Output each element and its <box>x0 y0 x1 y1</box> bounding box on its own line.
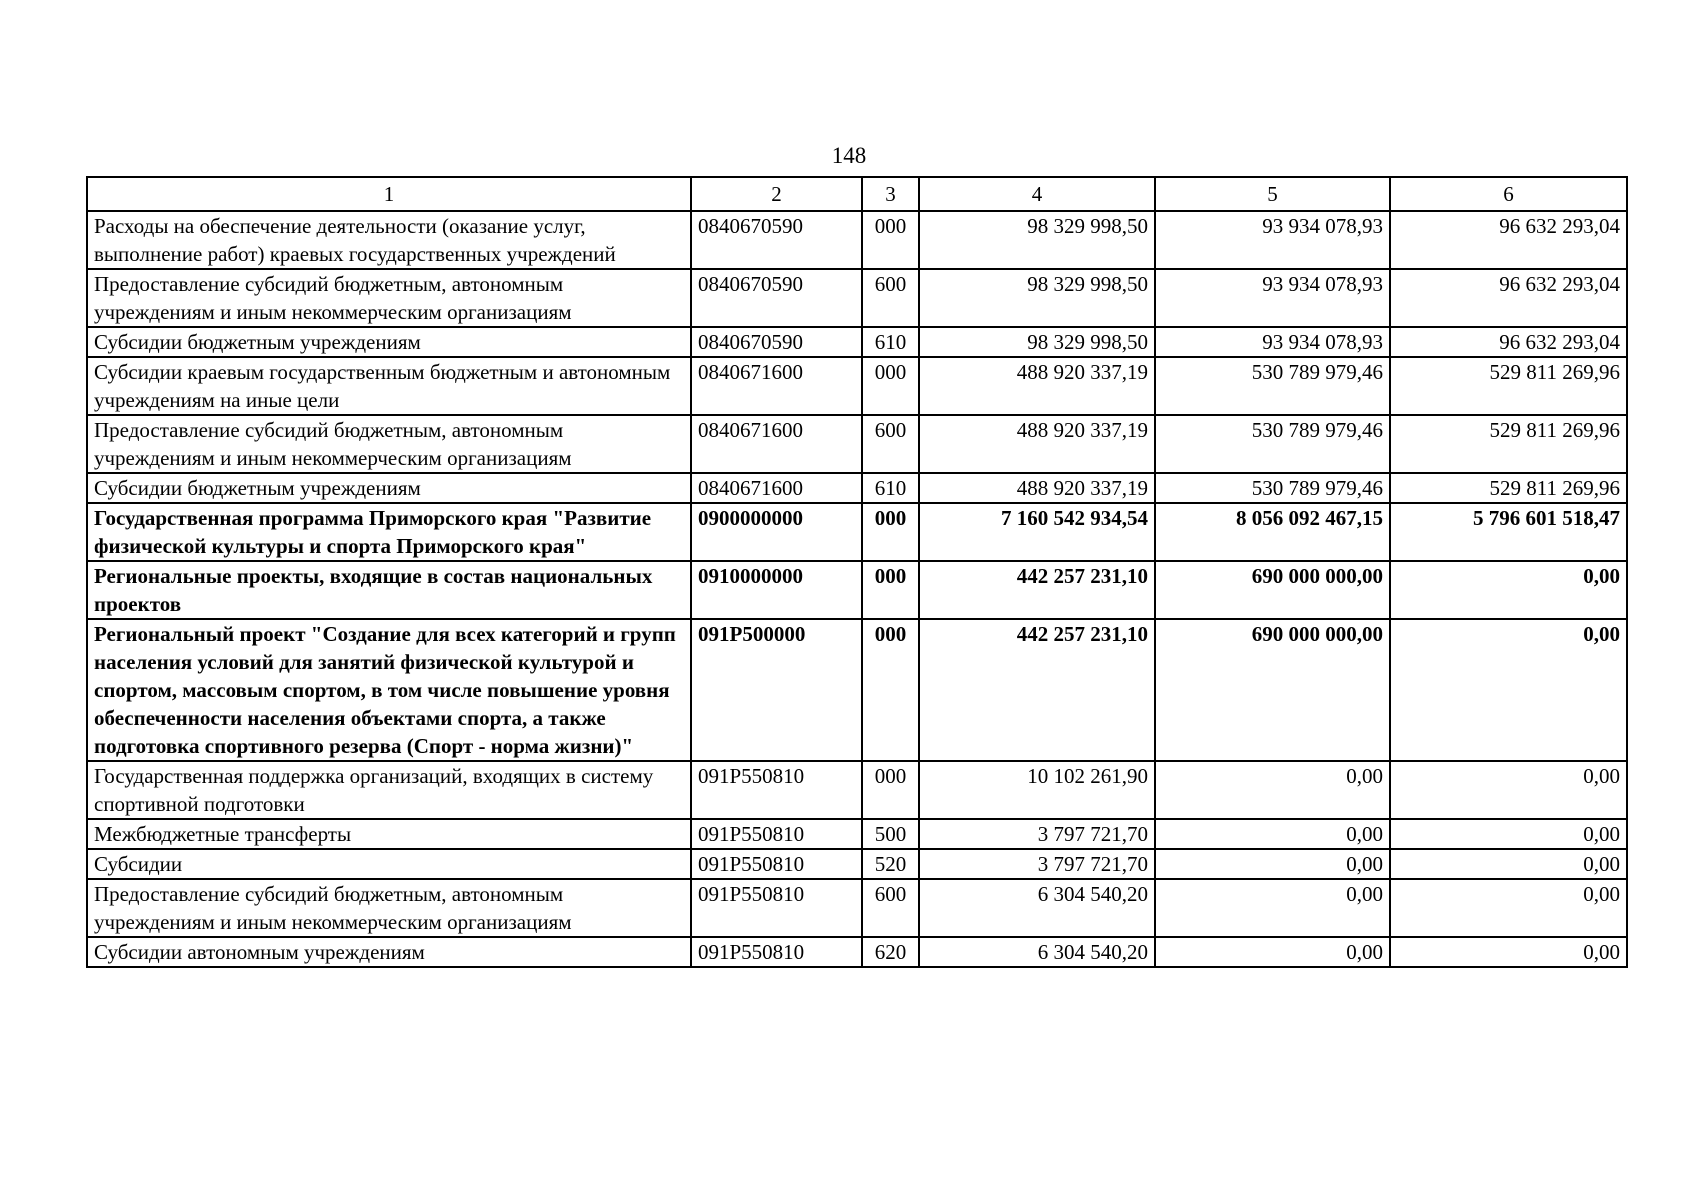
row-expense-type: 600 <box>862 415 919 473</box>
row-amount-col6: 0,00 <box>1390 761 1627 819</box>
row-amount-col4: 488 920 337,19 <box>919 415 1155 473</box>
row-amount-col4: 98 329 998,50 <box>919 269 1155 327</box>
table-body <box>87 211 1627 967</box>
row-amount-col6: 529 811 269,96 <box>1390 357 1627 415</box>
row-target-code: 0840671600 <box>691 415 862 473</box>
row-target-code: 091P550810 <box>691 819 862 849</box>
row-expense-type: 620 <box>862 937 919 967</box>
row-amount-col6: 0,00 <box>1390 849 1627 879</box>
row-amount-col6: 96 632 293,04 <box>1390 327 1627 357</box>
table-row <box>87 849 1627 879</box>
row-target-code: 091P550810 <box>691 879 862 937</box>
row-expense-type: 000 <box>862 619 919 761</box>
row-amount-col5: 0,00 <box>1155 819 1390 849</box>
row-amount-col5: 690 000 000,00 <box>1155 619 1390 761</box>
row-amount-col5: 0,00 <box>1155 937 1390 967</box>
row-amount-col6: 529 811 269,96 <box>1390 473 1627 503</box>
row-target-code: 091P500000 <box>691 619 862 761</box>
row-name: Субсидии краевым государственным бюджетным и автономным учреждениям на иные цели <box>87 357 691 415</box>
row-amount-col5: 93 934 078,93 <box>1155 211 1390 269</box>
row-name: Государственная поддержка организаций, входящих в систему спортивной подготовки <box>87 761 691 819</box>
row-amount-col4: 7 160 542 934,54 <box>919 503 1155 561</box>
row-expense-type: 000 <box>862 761 919 819</box>
table-row <box>87 211 1627 269</box>
row-amount-col5: 93 934 078,93 <box>1155 327 1390 357</box>
header-row <box>87 177 1627 211</box>
row-name: Субсидии бюджетным учреждениям <box>87 473 691 503</box>
row-name: Государственная программа Приморского края "Развитие физической культуры и спорта Приморского края" <box>87 503 691 561</box>
row-amount-col4: 3 797 721,70 <box>919 849 1155 879</box>
column-number-4: 4 <box>919 177 1155 211</box>
table-row <box>87 327 1627 357</box>
row-amount-col5: 0,00 <box>1155 761 1390 819</box>
row-target-code: 0840671600 <box>691 357 862 415</box>
row-expense-type: 610 <box>862 327 919 357</box>
row-amount-col5: 530 789 979,46 <box>1155 357 1390 415</box>
table-row <box>87 619 1627 761</box>
row-expense-type: 600 <box>862 269 919 327</box>
row-expense-type: 610 <box>862 473 919 503</box>
row-name: Региональные проекты, входящие в состав национальных проектов <box>87 561 691 619</box>
row-amount-col5: 530 789 979,46 <box>1155 415 1390 473</box>
row-amount-col6: 0,00 <box>1390 819 1627 849</box>
row-target-code: 091P550810 <box>691 761 862 819</box>
row-amount-col6: 5 796 601 518,47 <box>1390 503 1627 561</box>
table-row <box>87 761 1627 819</box>
row-amount-col4: 488 920 337,19 <box>919 357 1155 415</box>
row-name: Предоставление субсидий бюджетным, автономным учреждениям и иным некоммерческим организациям <box>87 269 691 327</box>
row-target-code: 0840670590 <box>691 211 862 269</box>
row-expense-type: 600 <box>862 879 919 937</box>
row-name: Расходы на обеспечение деятельности (оказание услуг, выполнение работ) краевых государственных учреждений <box>87 211 691 269</box>
row-amount-col6: 0,00 <box>1390 619 1627 761</box>
row-amount-col5: 690 000 000,00 <box>1155 561 1390 619</box>
row-amount-col4: 10 102 261,90 <box>919 761 1155 819</box>
row-amount-col4: 3 797 721,70 <box>919 819 1155 849</box>
column-number-6: 6 <box>1390 177 1627 211</box>
row-amount-col4: 442 257 231,10 <box>919 619 1155 761</box>
table-row <box>87 879 1627 937</box>
column-number-5: 5 <box>1155 177 1390 211</box>
row-amount-col4: 6 304 540,20 <box>919 937 1155 967</box>
page-number: 148 <box>831 143 867 168</box>
table-row <box>87 937 1627 967</box>
row-amount-col5: 0,00 <box>1155 849 1390 879</box>
row-name: Субсидии бюджетным учреждениям <box>87 327 691 357</box>
column-number-1: 1 <box>87 177 691 211</box>
row-amount-col4: 442 257 231,10 <box>919 561 1155 619</box>
row-amount-col5: 8 056 092 467,15 <box>1155 503 1390 561</box>
row-name: Предоставление субсидий бюджетным, автономным учреждениям и иным некоммерческим организациям <box>87 879 691 937</box>
row-amount-col6: 96 632 293,04 <box>1390 211 1627 269</box>
row-amount-col4: 98 329 998,50 <box>919 211 1155 269</box>
table-row <box>87 819 1627 849</box>
row-amount-col6: 0,00 <box>1390 561 1627 619</box>
row-expense-type: 000 <box>862 503 919 561</box>
table-row <box>87 561 1627 619</box>
row-amount-col5: 93 934 078,93 <box>1155 269 1390 327</box>
table-header <box>87 177 1627 211</box>
table-row <box>87 357 1627 415</box>
row-name: Субсидии автономным учреждениям <box>87 937 691 967</box>
row-amount-col4: 488 920 337,19 <box>919 473 1155 503</box>
row-amount-col5: 0,00 <box>1155 879 1390 937</box>
row-target-code: 0840671600 <box>691 473 862 503</box>
table-row <box>87 503 1627 561</box>
row-target-code: 091P550810 <box>691 849 862 879</box>
row-target-code: 0840670590 <box>691 269 862 327</box>
budget-table <box>86 176 1628 968</box>
row-amount-col5: 530 789 979,46 <box>1155 473 1390 503</box>
row-amount-col6: 529 811 269,96 <box>1390 415 1627 473</box>
row-expense-type: 000 <box>862 211 919 269</box>
row-expense-type: 500 <box>862 819 919 849</box>
row-name: Предоставление субсидий бюджетным, автономным учреждениям и иным некоммерческим организациям <box>87 415 691 473</box>
table-row <box>87 415 1627 473</box>
column-number-3: 3 <box>862 177 919 211</box>
row-expense-type: 000 <box>862 357 919 415</box>
row-amount-col6: 0,00 <box>1390 879 1627 937</box>
row-amount-col4: 98 329 998,50 <box>919 327 1155 357</box>
table-row <box>87 269 1627 327</box>
row-name: Межбюджетные трансферты <box>87 819 691 849</box>
row-expense-type: 520 <box>862 849 919 879</box>
row-expense-type: 000 <box>862 561 919 619</box>
row-amount-col6: 0,00 <box>1390 937 1627 967</box>
table-row <box>87 473 1627 503</box>
row-name: Субсидии <box>87 849 691 879</box>
row-target-code: 0900000000 <box>691 503 862 561</box>
row-name: Региональный проект "Создание для всех категорий и групп населения условий для занятий физической культурой и спортом, массовым спортом, в том числе повышение уровня обеспеченности населения объектами спорта, а также подготовка спортивного резерва (Спорт - норма жизни)" <box>87 619 691 761</box>
row-target-code: 0840670590 <box>691 327 862 357</box>
row-target-code: 0910000000 <box>691 561 862 619</box>
row-target-code: 091P550810 <box>691 937 862 967</box>
column-number-2: 2 <box>691 177 862 211</box>
row-amount-col6: 96 632 293,04 <box>1390 269 1627 327</box>
row-amount-col4: 6 304 540,20 <box>919 879 1155 937</box>
